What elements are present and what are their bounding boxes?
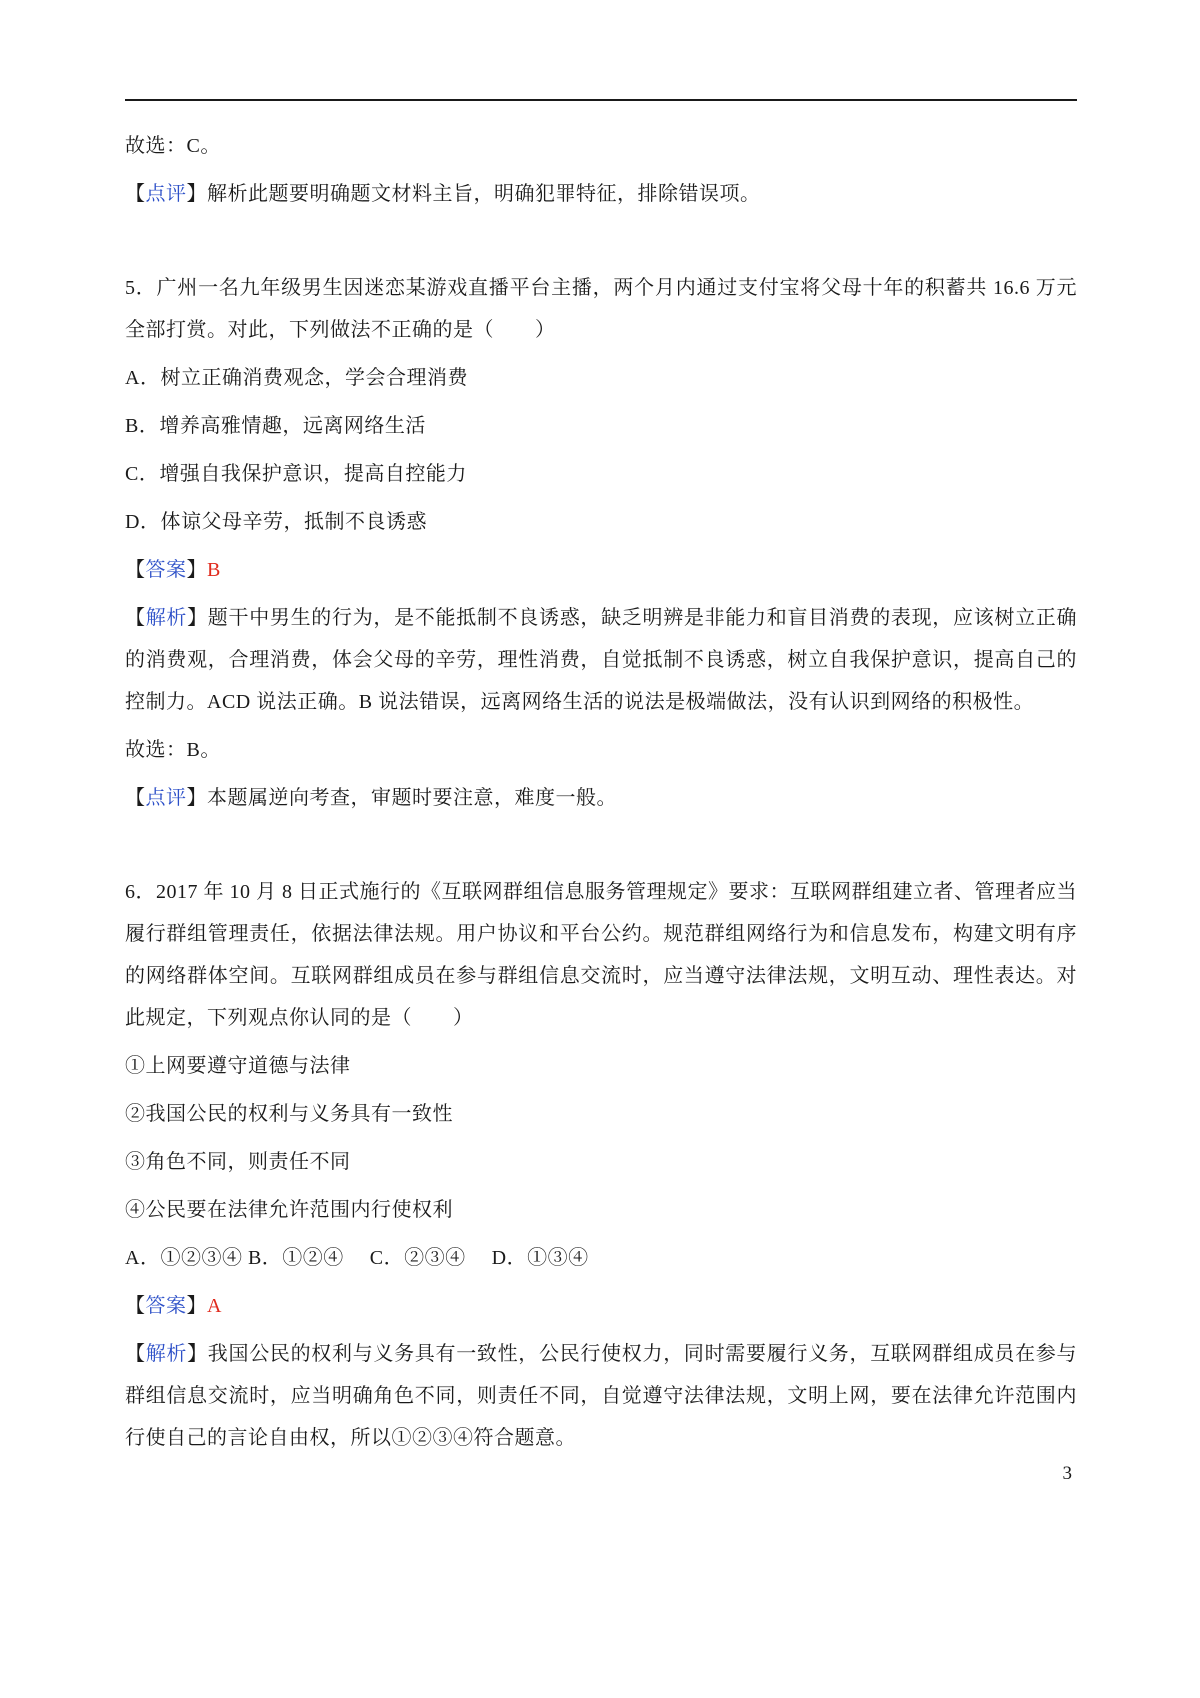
question-5-choice-d — [125, 501, 1077, 543]
question-5-answer — [125, 549, 1077, 591]
text-run: 】本题属逆向考查，审题时要注意，难度一般。 — [186, 787, 617, 809]
highlighted-text: B — [207, 559, 221, 581]
page-number: 3 — [1062, 1463, 1072, 1484]
text-run: 】题干中男生的行为，是不能抵制不良诱惑，缺乏明辨是非能力和盲目消费的表现，应该树立正确的消费观，合理消费，体会父母的辛劳，理性消费，自觉抵制不良诱惑，树立自我保护意识，提高自己的控制力。ACD 说法正确。B 说法错误，远离网络生活的说法是极端做法，没有认识到网络的积极性。 — [125, 607, 1078, 713]
header-rule — [125, 99, 1077, 101]
text-run: C．增强自我保护意识，提高自控能力 — [125, 463, 467, 485]
text-run: ③角色不同，则责任不同 — [125, 1151, 351, 1173]
text-run: 【 — [125, 1343, 146, 1365]
text-run: 【 — [125, 559, 146, 581]
text-run: B．增养高雅情趣，远离网络生活 — [125, 415, 426, 437]
question-5-analysis — [125, 597, 1077, 723]
text-run: A．树立正确消费观念，学会合理消费 — [125, 367, 468, 389]
text-run: 【 — [125, 1295, 146, 1317]
question-6-statement-4 — [125, 1189, 1077, 1231]
text-run: 【 — [125, 607, 146, 629]
section-gap — [125, 221, 1077, 267]
highlighted-text: 答案 — [145, 559, 187, 581]
question-5-choice-a — [125, 357, 1077, 399]
question-6-answer — [125, 1285, 1077, 1327]
text-run: 故选：B。 — [125, 739, 221, 761]
highlighted-text: 点评 — [145, 787, 187, 809]
question-4-comment — [125, 173, 1077, 215]
question-6-analysis — [125, 1333, 1077, 1459]
highlighted-text: 答案 — [145, 1295, 187, 1317]
question-5-stem — [125, 267, 1077, 351]
question-5-conclusion — [125, 729, 1077, 771]
text-run: ②我国公民的权利与义务具有一致性 — [125, 1103, 453, 1125]
text-run: 】我国公民的权利与义务具有一致性，公民行使权力，同时需要履行义务，互联网群组成员在参与群组信息交流时，应当明确角色不同，则责任不同，自觉遵守法律法规，文明上网，要在法律允许范围内行使自己的言论自由权，所以①②③④符合题意。 — [125, 1343, 1078, 1449]
question-4-conclusion — [125, 125, 1077, 167]
question-5-comment — [125, 777, 1077, 819]
question-5-choice-c — [125, 453, 1077, 495]
highlighted-text: 解析 — [145, 1343, 188, 1365]
text-run: ①上网要遵守道德与法律 — [125, 1055, 351, 1077]
text-run: D．体谅父母辛劳，抵制不良诱惑 — [125, 511, 427, 533]
text-run: 【 — [125, 787, 146, 809]
highlighted-text: 解析 — [145, 607, 188, 629]
question-6-statement-2 — [125, 1093, 1077, 1135]
section-gap — [125, 825, 1077, 871]
text-run: ④公民要在法律允许范围内行使权利 — [125, 1199, 453, 1221]
question-6-choices — [125, 1237, 1077, 1279]
question-6-stem — [125, 871, 1077, 1039]
question-5-choice-b — [125, 405, 1077, 447]
text-run: 】 — [186, 559, 207, 581]
highlighted-text: A — [207, 1295, 222, 1317]
highlighted-text: 点评 — [145, 183, 187, 205]
text-run: 】 — [186, 1295, 207, 1317]
text-run: 6．2017 年 10 月 8 日正式施行的《互联网群组信息服务管理规定》要求：互联网群组建立者、管理者应当履行群组管理责任，依据法律法规。用户协议和平台公约。规范群组网络行为和信息发布，构建文明有序的网络群体空间。互联网群组成员在参与群组信息交流时，应当遵守法律法规，文明互动、理性表达。对此规定，下列观点你认同的是（ ） — [125, 881, 1077, 1029]
question-6-statement-3 — [125, 1141, 1077, 1183]
question-6-statement-1 — [125, 1045, 1077, 1087]
text-run: 【 — [125, 183, 146, 205]
text-run: 故选：C。 — [125, 135, 221, 157]
text-run: 】解析此题要明确题文材料主旨，明确犯罪特征，排除错误项。 — [186, 183, 761, 205]
text-run: A．①②③④ B．①②④ C．②③④ D．①③④ — [125, 1247, 589, 1269]
document-body — [125, 125, 1077, 1459]
text-run: 5．广州一名九年级男生因迷恋某游戏直播平台主播，两个月内通过支付宝将父母十年的积蓄共 16.6 万元全部打赏。对此，下列做法不正确的是（ ） — [125, 277, 1077, 341]
